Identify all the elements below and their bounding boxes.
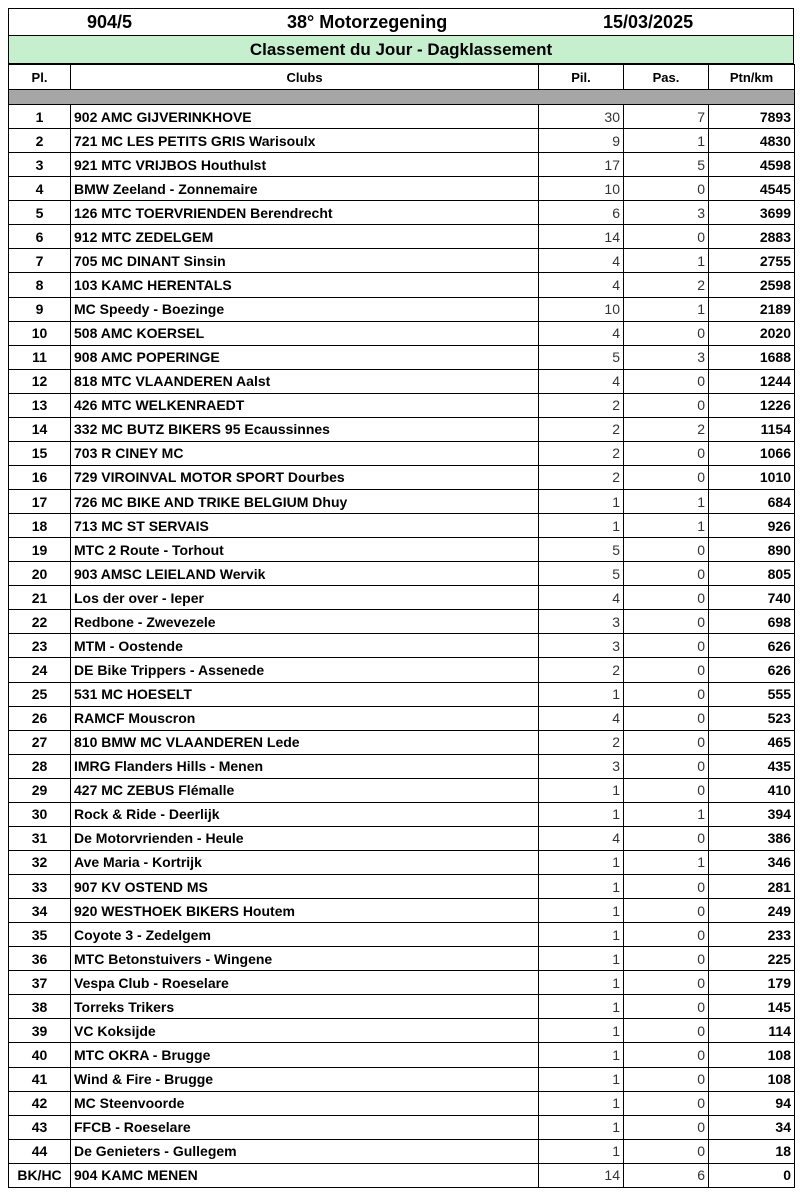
pilots-cell: 3 [539, 610, 624, 634]
pilots-cell: 1 [539, 778, 624, 802]
club-cell: Rock & Ride - Deerlijk [71, 802, 539, 826]
points-cell: 94 [709, 1091, 795, 1115]
club-cell: Ave Maria - Kortrijk [71, 850, 539, 874]
pilots-cell: 14 [539, 225, 624, 249]
points-cell: 626 [709, 658, 795, 682]
table-row [9, 995, 795, 1019]
pilots-cell: 1 [539, 850, 624, 874]
passengers-cell: 0 [624, 1139, 709, 1163]
table-row [9, 923, 795, 947]
points-cell: 1244 [709, 369, 795, 393]
points-cell: 555 [709, 682, 795, 706]
table-row [9, 562, 795, 586]
rank-cell: 36 [9, 947, 71, 971]
passengers-cell: 0 [624, 586, 709, 610]
passengers-cell: 0 [624, 610, 709, 634]
points-cell: 34 [709, 1115, 795, 1139]
points-cell: 926 [709, 514, 795, 538]
passengers-cell: 0 [624, 393, 709, 417]
rank-cell: 11 [9, 345, 71, 369]
passengers-cell: 0 [624, 706, 709, 730]
pilots-cell: 1 [539, 1043, 624, 1067]
passengers-cell: 0 [624, 177, 709, 201]
passengers-cell: 0 [624, 634, 709, 658]
points-cell: 108 [709, 1067, 795, 1091]
table-row [9, 153, 795, 177]
points-cell: 1010 [709, 465, 795, 489]
pilots-cell: 1 [539, 490, 624, 514]
column-header-pil: Pil. [539, 65, 624, 90]
passengers-cell: 0 [624, 682, 709, 706]
points-cell: 179 [709, 971, 795, 995]
passengers-cell: 0 [624, 730, 709, 754]
passengers-cell: 1 [624, 514, 709, 538]
table-row [9, 201, 795, 225]
table-row [9, 1019, 795, 1043]
table-row [9, 538, 795, 562]
club-cell: BMW Zeeland - Zonnemaire [71, 177, 539, 201]
rank-cell: 26 [9, 706, 71, 730]
pilots-cell: 5 [539, 562, 624, 586]
table-row [9, 899, 795, 923]
pilots-cell: 10 [539, 297, 624, 321]
club-cell: 531 MC HOESELT [71, 682, 539, 706]
pilots-cell: 4 [539, 369, 624, 393]
rank-cell: 28 [9, 754, 71, 778]
passengers-cell: 1 [624, 490, 709, 514]
rank-cell: 4 [9, 177, 71, 201]
points-cell: 145 [709, 995, 795, 1019]
table-row [9, 1091, 795, 1115]
rank-cell: 13 [9, 393, 71, 417]
passengers-cell: 1 [624, 297, 709, 321]
pilots-cell: 2 [539, 417, 624, 441]
club-cell: Redbone - Zwevezele [71, 610, 539, 634]
club-cell: MTC OKRA - Brugge [71, 1043, 539, 1067]
pilots-cell: 1 [539, 899, 624, 923]
points-cell: 386 [709, 826, 795, 850]
points-cell: 1688 [709, 345, 795, 369]
rank-cell: 12 [9, 369, 71, 393]
passengers-cell: 0 [624, 875, 709, 899]
event-title: 38° Motorzegening [287, 12, 448, 32]
passengers-cell: 0 [624, 778, 709, 802]
table-row [9, 778, 795, 802]
passengers-cell: 1 [624, 129, 709, 153]
rank-cell: 20 [9, 562, 71, 586]
club-cell: 902 AMC GIJVERINKHOVE [71, 105, 539, 129]
passengers-cell: 0 [624, 754, 709, 778]
rank-cell: 27 [9, 730, 71, 754]
pilots-cell: 5 [539, 345, 624, 369]
rank-cell: 8 [9, 273, 71, 297]
table-row [9, 754, 795, 778]
table-row [9, 658, 795, 682]
rank-cell: 40 [9, 1043, 71, 1067]
passengers-cell: 5 [624, 153, 709, 177]
club-cell: FFCB - Roeselare [71, 1115, 539, 1139]
points-cell: 233 [709, 923, 795, 947]
passengers-cell: 0 [624, 947, 709, 971]
table-row [9, 875, 795, 899]
passengers-cell: 1 [624, 802, 709, 826]
table-row [9, 249, 795, 273]
rank-cell: 38 [9, 995, 71, 1019]
club-cell: Torreks Trikers [71, 995, 539, 1019]
points-cell: 805 [709, 562, 795, 586]
passengers-cell: 0 [624, 1091, 709, 1115]
rank-cell: 3 [9, 153, 71, 177]
event-date: 15/03/2025 [603, 12, 694, 32]
table-row [9, 1139, 795, 1163]
rank-cell: 41 [9, 1067, 71, 1091]
rank-cell: 33 [9, 875, 71, 899]
club-cell: IMRG Flanders Hills - Menen [71, 754, 539, 778]
points-cell: 249 [709, 899, 795, 923]
table-row [9, 610, 795, 634]
pilots-cell: 14 [539, 1163, 624, 1187]
pilots-cell: 1 [539, 514, 624, 538]
rank-cell: 21 [9, 586, 71, 610]
club-cell: 103 KAMC HERENTALS [71, 273, 539, 297]
rank-cell: 37 [9, 971, 71, 995]
rank-cell: 18 [9, 514, 71, 538]
rank-cell: BK/HC [9, 1163, 71, 1187]
table-row [9, 514, 795, 538]
points-cell: 346 [709, 850, 795, 874]
points-cell: 2883 [709, 225, 795, 249]
club-cell: 903 AMSC LEIELAND Wervik [71, 562, 539, 586]
points-cell: 740 [709, 586, 795, 610]
club-cell: 729 VIROINVAL MOTOR SPORT Dourbes [71, 465, 539, 489]
rank-cell: 5 [9, 201, 71, 225]
club-cell: De Motorvrienden - Heule [71, 826, 539, 850]
club-cell: Coyote 3 - Zedelgem [71, 923, 539, 947]
points-cell: 281 [709, 875, 795, 899]
club-cell: De Genieters - Gullegem [71, 1139, 539, 1163]
club-cell: MTC 2 Route - Torhout [71, 538, 539, 562]
points-cell: 410 [709, 778, 795, 802]
table-row [9, 129, 795, 153]
rank-cell: 14 [9, 417, 71, 441]
club-cell: DE Bike Trippers - Assenede [71, 658, 539, 682]
pilots-cell: 1 [539, 1115, 624, 1139]
club-cell: 810 BMW MC VLAANDEREN Lede [71, 730, 539, 754]
passengers-cell: 0 [624, 899, 709, 923]
passengers-cell: 2 [624, 417, 709, 441]
points-cell: 2020 [709, 321, 795, 345]
club-cell: 332 MC BUTZ BIKERS 95 Ecaussinnes [71, 417, 539, 441]
club-cell: Wind & Fire - Brugge [71, 1067, 539, 1091]
rank-cell: 19 [9, 538, 71, 562]
table-row [9, 706, 795, 730]
rank-cell: 23 [9, 634, 71, 658]
club-cell: 921 MTC VRIJBOS Houthulst [71, 153, 539, 177]
rank-cell: 1 [9, 105, 71, 129]
passengers-cell: 0 [624, 441, 709, 465]
points-cell: 18 [709, 1139, 795, 1163]
table-header-row [9, 65, 795, 90]
club-cell: 427 MC ZEBUS Flémalle [71, 778, 539, 802]
points-cell: 4598 [709, 153, 795, 177]
table-row [9, 971, 795, 995]
pilots-cell: 4 [539, 273, 624, 297]
table-row [9, 1163, 795, 1187]
pilots-cell: 1 [539, 1091, 624, 1115]
points-cell: 1154 [709, 417, 795, 441]
rank-cell: 7 [9, 249, 71, 273]
rank-cell: 35 [9, 923, 71, 947]
table-row [9, 273, 795, 297]
passengers-cell: 0 [624, 538, 709, 562]
rank-cell: 42 [9, 1091, 71, 1115]
table-row [9, 1067, 795, 1091]
club-cell: 920 WESTHOEK BIKERS Houtem [71, 899, 539, 923]
ranking-table [8, 64, 795, 1188]
points-cell: 435 [709, 754, 795, 778]
pilots-cell: 3 [539, 754, 624, 778]
rank-cell: 22 [9, 610, 71, 634]
points-cell: 4830 [709, 129, 795, 153]
points-cell: 7893 [709, 105, 795, 129]
points-cell: 626 [709, 634, 795, 658]
rank-cell: 10 [9, 321, 71, 345]
club-cell: 726 MC BIKE AND TRIKE BELGIUM Dhuy [71, 490, 539, 514]
passengers-cell: 0 [624, 826, 709, 850]
pilots-cell: 1 [539, 995, 624, 1019]
pilots-cell: 6 [539, 201, 624, 225]
table-row [9, 441, 795, 465]
club-cell: 912 MTC ZEDELGEM [71, 225, 539, 249]
pilots-cell: 1 [539, 1019, 624, 1043]
passengers-cell: 0 [624, 995, 709, 1019]
table-row [9, 345, 795, 369]
passengers-cell: 6 [624, 1163, 709, 1187]
passengers-cell: 0 [624, 658, 709, 682]
points-cell: 394 [709, 802, 795, 826]
table-row [9, 321, 795, 345]
rank-cell: 30 [9, 802, 71, 826]
club-cell: MC Speedy - Boezinge [71, 297, 539, 321]
pilots-cell: 1 [539, 971, 624, 995]
rank-cell: 6 [9, 225, 71, 249]
table-row [9, 682, 795, 706]
points-cell: 2598 [709, 273, 795, 297]
pilots-cell: 30 [539, 105, 624, 129]
points-cell: 698 [709, 610, 795, 634]
rank-cell: 17 [9, 490, 71, 514]
points-cell: 465 [709, 730, 795, 754]
table-row [9, 105, 795, 129]
points-cell: 1226 [709, 393, 795, 417]
rank-cell: 25 [9, 682, 71, 706]
pilots-cell: 2 [539, 465, 624, 489]
table-row [9, 490, 795, 514]
column-header-pts: Ptn/km [709, 65, 795, 90]
rank-cell: 15 [9, 441, 71, 465]
table-row [9, 850, 795, 874]
points-cell: 0 [709, 1163, 795, 1187]
passengers-cell: 0 [624, 1067, 709, 1091]
pilots-cell: 1 [539, 1139, 624, 1163]
club-cell: 904 KAMC MENEN [71, 1163, 539, 1187]
points-cell: 108 [709, 1043, 795, 1067]
table-row [9, 1115, 795, 1139]
rank-cell: 32 [9, 850, 71, 874]
pilots-cell: 2 [539, 658, 624, 682]
club-cell: 721 MC LES PETITS GRIS Warisoulx [71, 129, 539, 153]
pilots-cell: 4 [539, 826, 624, 850]
table-body [9, 90, 795, 1188]
club-cell: 126 MTC TOERVRIENDEN Berendrecht [71, 201, 539, 225]
pilots-cell: 1 [539, 802, 624, 826]
passengers-cell: 0 [624, 971, 709, 995]
passengers-cell: 0 [624, 1019, 709, 1043]
club-cell: Los der over - Ieper [71, 586, 539, 610]
pilots-cell: 17 [539, 153, 624, 177]
pilots-cell: 1 [539, 875, 624, 899]
table-row [9, 802, 795, 826]
club-cell: MTC Betonstuivers - Wingene [71, 947, 539, 971]
passengers-cell: 0 [624, 1043, 709, 1067]
club-cell: 907 KV OSTEND MS [71, 875, 539, 899]
rank-cell: 2 [9, 129, 71, 153]
table-row [9, 947, 795, 971]
club-cell: MC Steenvoorde [71, 1091, 539, 1115]
rank-cell: 24 [9, 658, 71, 682]
pilots-cell: 1 [539, 947, 624, 971]
rank-cell: 44 [9, 1139, 71, 1163]
club-cell: VC Koksijde [71, 1019, 539, 1043]
rank-cell: 31 [9, 826, 71, 850]
club-cell: 705 MC DINANT Sinsin [71, 249, 539, 273]
table-row [9, 417, 795, 441]
table-row [9, 465, 795, 489]
points-cell: 4545 [709, 177, 795, 201]
club-cell: Vespa Club - Roeselare [71, 971, 539, 995]
rank-cell: 29 [9, 778, 71, 802]
rank-cell: 39 [9, 1019, 71, 1043]
title-bar [8, 8, 794, 36]
table-row [9, 586, 795, 610]
ranking-subtitle: Classement du Jour - Dagklassement [8, 36, 794, 64]
points-cell: 2189 [709, 297, 795, 321]
passengers-cell: 7 [624, 105, 709, 129]
pilots-cell: 2 [539, 441, 624, 465]
points-cell: 523 [709, 706, 795, 730]
table-row [9, 225, 795, 249]
rank-cell: 34 [9, 899, 71, 923]
club-cell: 818 MTC VLAANDEREN Aalst [71, 369, 539, 393]
club-cell: 713 MC ST SERVAIS [71, 514, 539, 538]
table-row [9, 177, 795, 201]
club-cell: 426 MTC WELKENRAEDT [71, 393, 539, 417]
pilots-cell: 2 [539, 393, 624, 417]
pilots-cell: 1 [539, 682, 624, 706]
points-cell: 114 [709, 1019, 795, 1043]
passengers-cell: 0 [624, 562, 709, 586]
pilots-cell: 2 [539, 730, 624, 754]
column-header-pl: Pl. [9, 65, 71, 90]
pilots-cell: 4 [539, 321, 624, 345]
pilots-cell: 3 [539, 634, 624, 658]
club-cell: MTM - Oostende [71, 634, 539, 658]
passengers-cell: 0 [624, 923, 709, 947]
table-row [9, 369, 795, 393]
points-cell: 890 [709, 538, 795, 562]
rank-cell: 16 [9, 465, 71, 489]
points-cell: 3699 [709, 201, 795, 225]
club-cell: 703 R CINEY MC [71, 441, 539, 465]
separator-row [9, 90, 795, 105]
passengers-cell: 0 [624, 1115, 709, 1139]
rank-cell: 43 [9, 1115, 71, 1139]
column-header-pas: Pas. [624, 65, 709, 90]
passengers-cell: 0 [624, 369, 709, 393]
passengers-cell: 3 [624, 345, 709, 369]
pilots-cell: 4 [539, 249, 624, 273]
pilots-cell: 1 [539, 923, 624, 947]
passengers-cell: 1 [624, 249, 709, 273]
table-row [9, 297, 795, 321]
pilots-cell: 1 [539, 1067, 624, 1091]
separator-band [9, 90, 795, 105]
table-row [9, 393, 795, 417]
event-code: 904/5 [87, 12, 133, 32]
passengers-cell: 0 [624, 465, 709, 489]
pilots-cell: 4 [539, 706, 624, 730]
points-cell: 2755 [709, 249, 795, 273]
club-cell: RAMCF Mouscron [71, 706, 539, 730]
points-cell: 1066 [709, 441, 795, 465]
points-cell: 225 [709, 947, 795, 971]
passengers-cell: 0 [624, 321, 709, 345]
pilots-cell: 5 [539, 538, 624, 562]
table-row [9, 730, 795, 754]
passengers-cell: 1 [624, 850, 709, 874]
club-cell: 908 AMC POPERINGE [71, 345, 539, 369]
table-row [9, 826, 795, 850]
pilots-cell: 9 [539, 129, 624, 153]
club-cell: 508 AMC KOERSEL [71, 321, 539, 345]
passengers-cell: 0 [624, 225, 709, 249]
pilots-cell: 10 [539, 177, 624, 201]
rank-cell: 9 [9, 297, 71, 321]
table-row [9, 1043, 795, 1067]
column-header-clubs: Clubs [71, 65, 539, 90]
table-row [9, 634, 795, 658]
passengers-cell: 3 [624, 201, 709, 225]
pilots-cell: 4 [539, 586, 624, 610]
points-cell: 684 [709, 490, 795, 514]
passengers-cell: 2 [624, 273, 709, 297]
